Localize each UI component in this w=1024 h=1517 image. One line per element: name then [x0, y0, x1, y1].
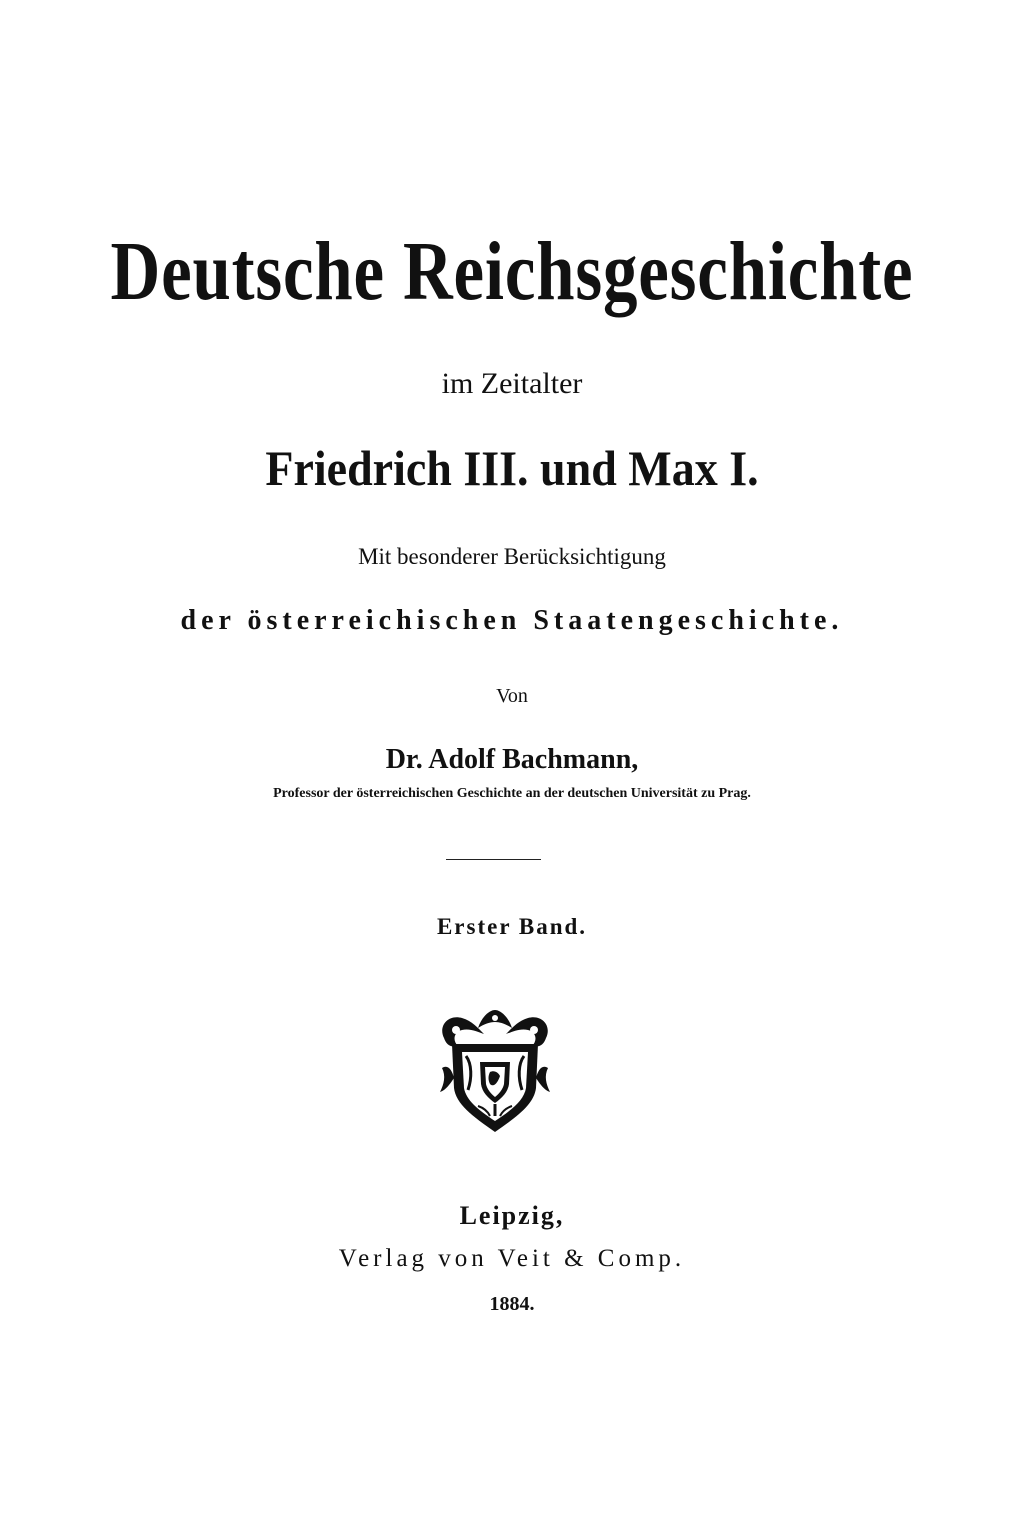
publisher-name: Verlag von Veit & Comp.: [338, 1245, 686, 1272]
divider-rule: [446, 859, 541, 860]
author-position: Professor der österreichischen Geschichte an der deutschen Universität zu Prag.: [273, 786, 751, 801]
austrian-history-line: der österreichischen Staatengeschichte.: [180, 605, 844, 636]
by-label: Von: [496, 685, 528, 707]
publisher-crest-icon: [438, 1008, 552, 1134]
book-title: Deutsche Reichsgeschichte: [110, 225, 914, 318]
publication-year: 1884.: [489, 1293, 535, 1315]
consideration-line: Mit besonderer Berücksichtigung: [358, 544, 666, 569]
publication-city: Leipzig,: [459, 1201, 565, 1230]
subtitle-prefix: im Zeitalter: [441, 367, 583, 400]
subtitle-names: Friedrich III. und Max I.: [265, 440, 759, 496]
volume-label: Erster Band.: [436, 914, 588, 939]
author-name: Dr. Adolf Bachmann,: [385, 744, 639, 775]
